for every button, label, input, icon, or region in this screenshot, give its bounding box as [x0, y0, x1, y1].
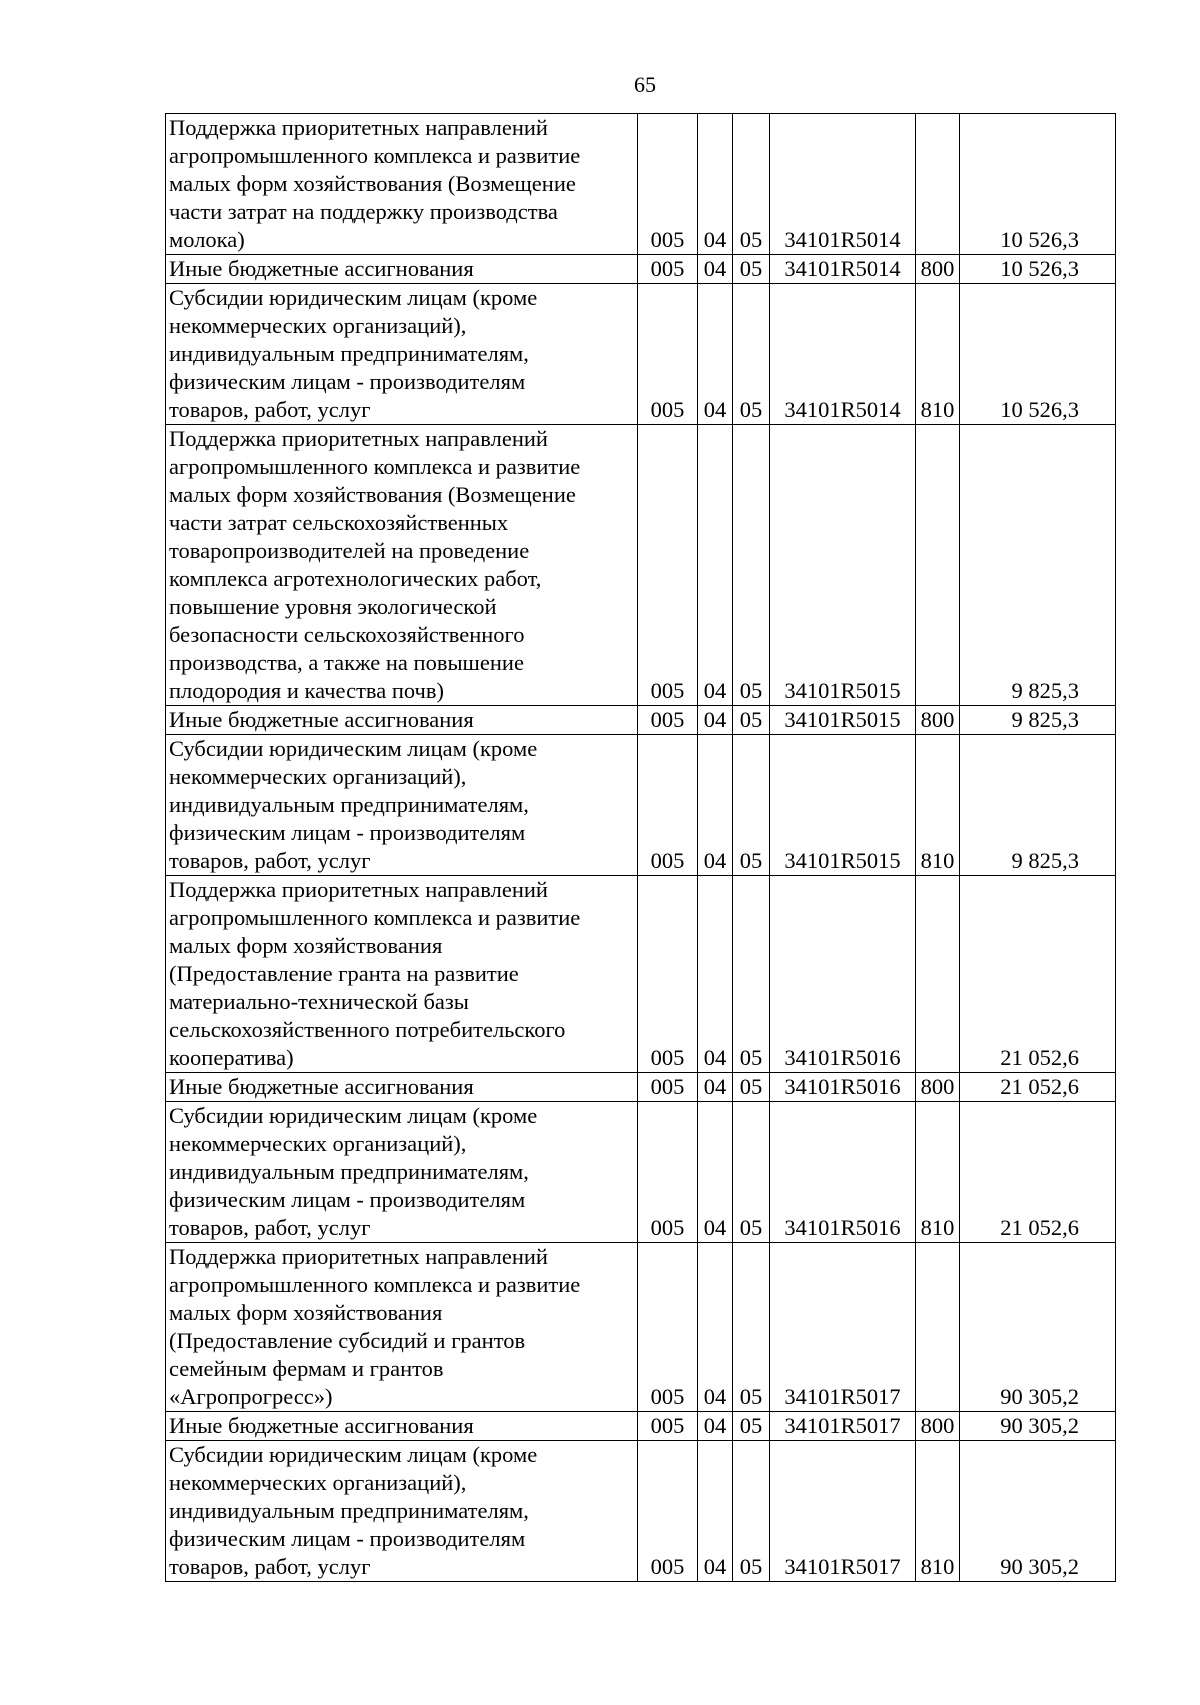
row-section-code: 04: [698, 876, 733, 1073]
row-section-code: 04: [698, 1102, 733, 1243]
row-ved-code: 005: [638, 1412, 698, 1441]
row-expense-type-code: 810: [916, 1441, 960, 1582]
row-description: Субсидии юридическим лицам (кроме некоммерческих организаций), индивидуальным предпринимателям, физическим лицам - производителям товаров, работ, услуг: [166, 735, 638, 876]
row-expense-type-code: [916, 1243, 960, 1412]
row-expense-type-code: 800: [916, 706, 960, 735]
row-amount: 90 305,2: [960, 1412, 1116, 1441]
row-expense-type-code: [916, 425, 960, 706]
row-amount: 21 052,6: [960, 1102, 1116, 1243]
table-row: [166, 425, 1116, 706]
row-ved-code: 005: [638, 706, 698, 735]
row-subsection-code: 05: [733, 735, 770, 876]
row-ved-code: 005: [638, 114, 698, 255]
table-row: [166, 1441, 1116, 1582]
row-amount: 21 052,6: [960, 876, 1116, 1073]
row-subsection-code: 05: [733, 706, 770, 735]
table-row: [166, 1243, 1116, 1412]
row-section-code: 04: [698, 1073, 733, 1102]
row-target-article-code: 34101R5015: [770, 706, 916, 735]
table-row: [166, 255, 1116, 284]
row-section-code: 04: [698, 425, 733, 706]
row-target-article-code: 34101R5017: [770, 1243, 916, 1412]
row-amount: 10 526,3: [960, 255, 1116, 284]
row-amount: 9 825,3: [960, 706, 1116, 735]
row-expense-type-code: 800: [916, 1073, 960, 1102]
row-description: Поддержка приоритетных направлений агропромышленного комплекса и развитие малых форм хозяйствования (Возмещение части затрат сельскохозяйственных товаропроизводителей на проведение комплекса агротехнологических работ, повышение уровня экологической безопасности сельскохозяйственного производства, а также на повышение плодородия и качества почв): [166, 425, 638, 706]
row-expense-type-code: 800: [916, 1412, 960, 1441]
row-target-article-code: 34101R5016: [770, 876, 916, 1073]
row-subsection-code: 05: [733, 284, 770, 425]
row-expense-type-code: 800: [916, 255, 960, 284]
row-target-article-code: 34101R5016: [770, 1102, 916, 1243]
table-row: [166, 284, 1116, 425]
table-row: [166, 876, 1116, 1073]
row-expense-type-code: 810: [916, 284, 960, 425]
row-ved-code: 005: [638, 876, 698, 1073]
table-row: [166, 1073, 1116, 1102]
row-amount: 9 825,3: [960, 735, 1116, 876]
row-target-article-code: 34101R5017: [770, 1441, 916, 1582]
row-subsection-code: 05: [733, 114, 770, 255]
row-description: Субсидии юридическим лицам (кроме некоммерческих организаций), индивидуальным предпринимателям, физическим лицам - производителям товаров, работ, услуг: [166, 1441, 638, 1582]
row-subsection-code: 05: [733, 1243, 770, 1412]
table-row: [166, 706, 1116, 735]
row-amount: 21 052,6: [960, 1073, 1116, 1102]
row-amount: 9 825,3: [960, 425, 1116, 706]
row-target-article-code: 34101R5015: [770, 735, 916, 876]
row-ved-code: 005: [638, 735, 698, 876]
row-ved-code: 005: [638, 255, 698, 284]
row-subsection-code: 05: [733, 1102, 770, 1243]
row-target-article-code: 34101R5014: [770, 255, 916, 284]
row-section-code: 04: [698, 1412, 733, 1441]
row-expense-type-code: 810: [916, 735, 960, 876]
row-description: Поддержка приоритетных направлений агропромышленного комплекса и развитие малых форм хозяйствования (Возмещение части затрат на поддержку производства молока): [166, 114, 638, 255]
row-section-code: 04: [698, 255, 733, 284]
row-amount: 10 526,3: [960, 114, 1116, 255]
row-description: Поддержка приоритетных направлений агропромышленного комплекса и развитие малых форм хозяйствования (Предоставление субсидий и грантов семейным фермам и грантов «Агропрогресс»): [166, 1243, 638, 1412]
row-section-code: 04: [698, 706, 733, 735]
table-row: [166, 1102, 1116, 1243]
row-subsection-code: 05: [733, 255, 770, 284]
row-target-article-code: 34101R5015: [770, 425, 916, 706]
row-section-code: 04: [698, 284, 733, 425]
row-description: Поддержка приоритетных направлений агропромышленного комплекса и развитие малых форм хозяйствования (Предоставление гранта на развитие материально-технической базы сельскохозяйственного потребительского кооператива): [166, 876, 638, 1073]
row-expense-type-code: [916, 114, 960, 255]
row-target-article-code: 34101R5014: [770, 114, 916, 255]
row-section-code: 04: [698, 735, 733, 876]
budget-table-body: [166, 114, 1116, 1582]
table-row: [166, 1412, 1116, 1441]
row-section-code: 04: [698, 1441, 733, 1582]
row-amount: 90 305,2: [960, 1441, 1116, 1582]
row-description: Иные бюджетные ассигнования: [166, 255, 638, 284]
row-description: Субсидии юридическим лицам (кроме некоммерческих организаций), индивидуальным предпринимателям, физическим лицам - производителям товаров, работ, услуг: [166, 1102, 638, 1243]
row-section-code: 04: [698, 1243, 733, 1412]
row-target-article-code: 34101R5017: [770, 1412, 916, 1441]
row-target-article-code: 34101R5016: [770, 1073, 916, 1102]
table-row: [166, 735, 1116, 876]
row-subsection-code: 05: [733, 1073, 770, 1102]
row-ved-code: 005: [638, 1073, 698, 1102]
row-subsection-code: 05: [733, 425, 770, 706]
row-description: Субсидии юридическим лицам (кроме некоммерческих организаций), индивидуальным предпринимателям, физическим лицам - производителям товаров, работ, услуг: [166, 284, 638, 425]
row-expense-type-code: [916, 876, 960, 1073]
row-target-article-code: 34101R5014: [770, 284, 916, 425]
row-subsection-code: 05: [733, 1441, 770, 1582]
row-ved-code: 005: [638, 1243, 698, 1412]
row-description: Иные бюджетные ассигнования: [166, 1412, 638, 1441]
row-ved-code: 005: [638, 1102, 698, 1243]
budget-table: [165, 113, 1116, 1582]
row-amount: 10 526,3: [960, 284, 1116, 425]
row-description: Иные бюджетные ассигнования: [166, 706, 638, 735]
row-expense-type-code: 810: [916, 1102, 960, 1243]
row-subsection-code: 05: [733, 876, 770, 1073]
row-subsection-code: 05: [733, 1412, 770, 1441]
page-number: 65: [634, 72, 656, 97]
row-section-code: 04: [698, 114, 733, 255]
row-description: Иные бюджетные ассигнования: [166, 1073, 638, 1102]
table-row: [166, 114, 1116, 255]
row-ved-code: 005: [638, 1441, 698, 1582]
row-ved-code: 005: [638, 284, 698, 425]
row-ved-code: 005: [638, 425, 698, 706]
row-amount: 90 305,2: [960, 1243, 1116, 1412]
